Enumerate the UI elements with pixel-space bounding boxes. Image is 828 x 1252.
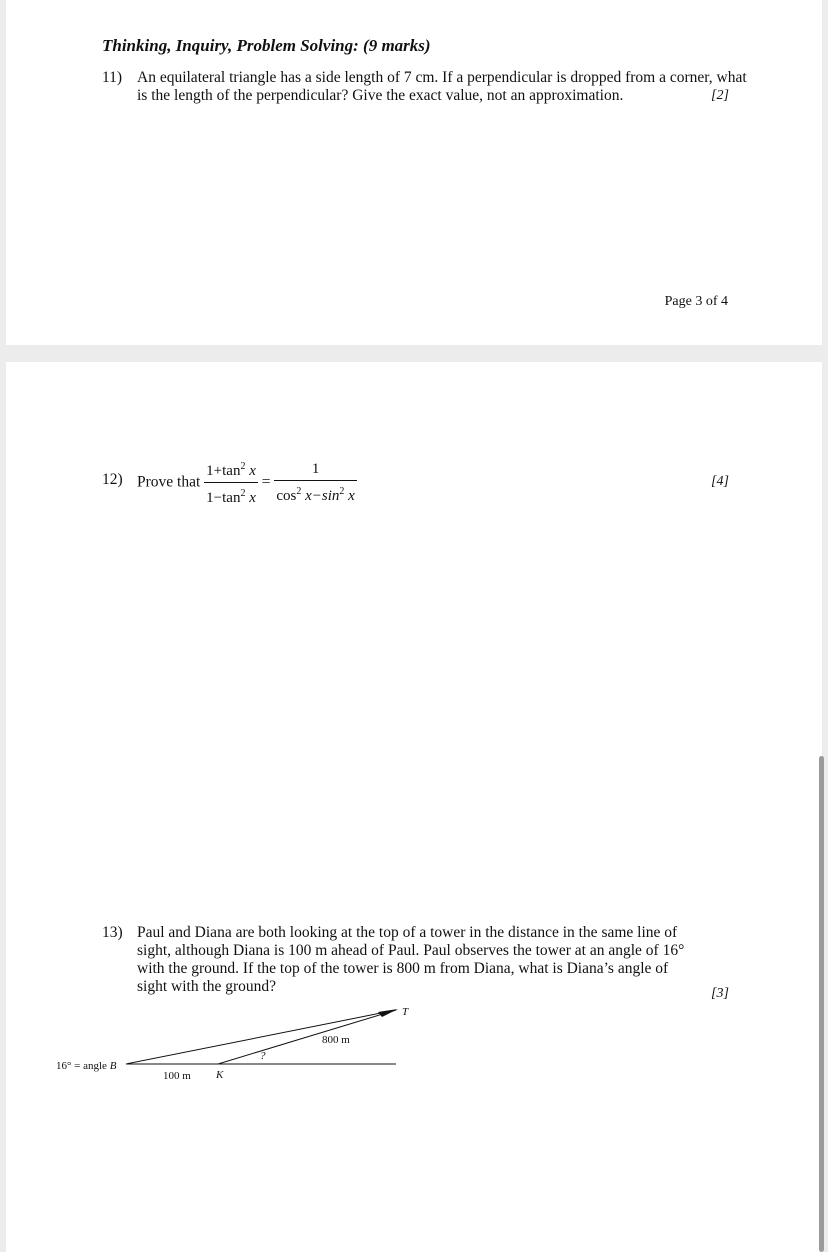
lhs-num-var: x (249, 463, 256, 479)
lhs-num-text: 1+tan (206, 463, 241, 479)
lhs-den-exponent: 2 (240, 488, 246, 499)
question-13-line-1: Paul and Diana are both looking at the top of a tower in the distance in the same line of (137, 924, 678, 941)
label-t: T (402, 1006, 409, 1018)
question-13-marks: [3] (711, 986, 729, 1001)
rhs-den-var: x (348, 488, 355, 504)
rhs-den-exponent-1: 2 (296, 486, 302, 497)
section-title: Thinking, Inquiry, Problem Solving: (9 marks) (102, 36, 431, 55)
question-13-number: 13) (102, 924, 123, 941)
page-4 (6, 362, 822, 1252)
question-12-marks: [4] (711, 474, 729, 489)
vertical-scrollbar[interactable] (819, 756, 824, 1252)
label-unknown-angle: ? (260, 1050, 266, 1062)
question-11-number: 11) (102, 69, 123, 86)
label-angle-text: 16° = angle (56, 1060, 107, 1072)
lhs-num-exponent: 2 (240, 461, 246, 472)
question-13-line-4: sight with the ground? (137, 978, 277, 995)
label-k: K (216, 1069, 224, 1081)
rhs-numerator: 1 (274, 460, 356, 481)
lhs-den-var: x (249, 490, 256, 506)
rhs-den-sin: x−sin (305, 488, 340, 504)
question-11-line-2: is the length of the perpendicular? Give the exact value, not an approximation. (137, 87, 624, 104)
label-800m: 800 m (322, 1034, 350, 1046)
diana-sight-line (218, 1010, 396, 1064)
question-11-line-1: An equilateral triangle has a side length of 7 cm. If a perpendicular is dropped from a corner, what (137, 69, 747, 86)
tower-top-marker (378, 1009, 398, 1017)
question-12-number: 12) (102, 471, 123, 488)
prove-that-label: Prove that (137, 473, 201, 491)
question-11 (102, 69, 747, 109)
label-angle-b (56, 1060, 116, 1072)
page-3 (6, 0, 822, 345)
label-b: B (109, 1060, 117, 1072)
page-number: Page 3 of 4 (664, 294, 728, 309)
tower-diagram (6, 362, 822, 1122)
label-100m: 100 m (163, 1070, 191, 1082)
question-13-line-2: sight, although Diana is 100 m ahead of Paul. Paul observes the tower at an angle of 16° (137, 942, 685, 959)
lhs-den-text: 1−tan (206, 490, 241, 506)
question-13-line-3: with the ground. If the top of the tower is 800 m from Diana, what is Diana’s angle of (137, 960, 669, 977)
equals-sign: = (261, 473, 271, 491)
rhs-den-cos: cos (276, 488, 297, 504)
rhs-den-exponent-2: 2 (339, 486, 345, 497)
question-11-marks: [2] (711, 88, 729, 103)
